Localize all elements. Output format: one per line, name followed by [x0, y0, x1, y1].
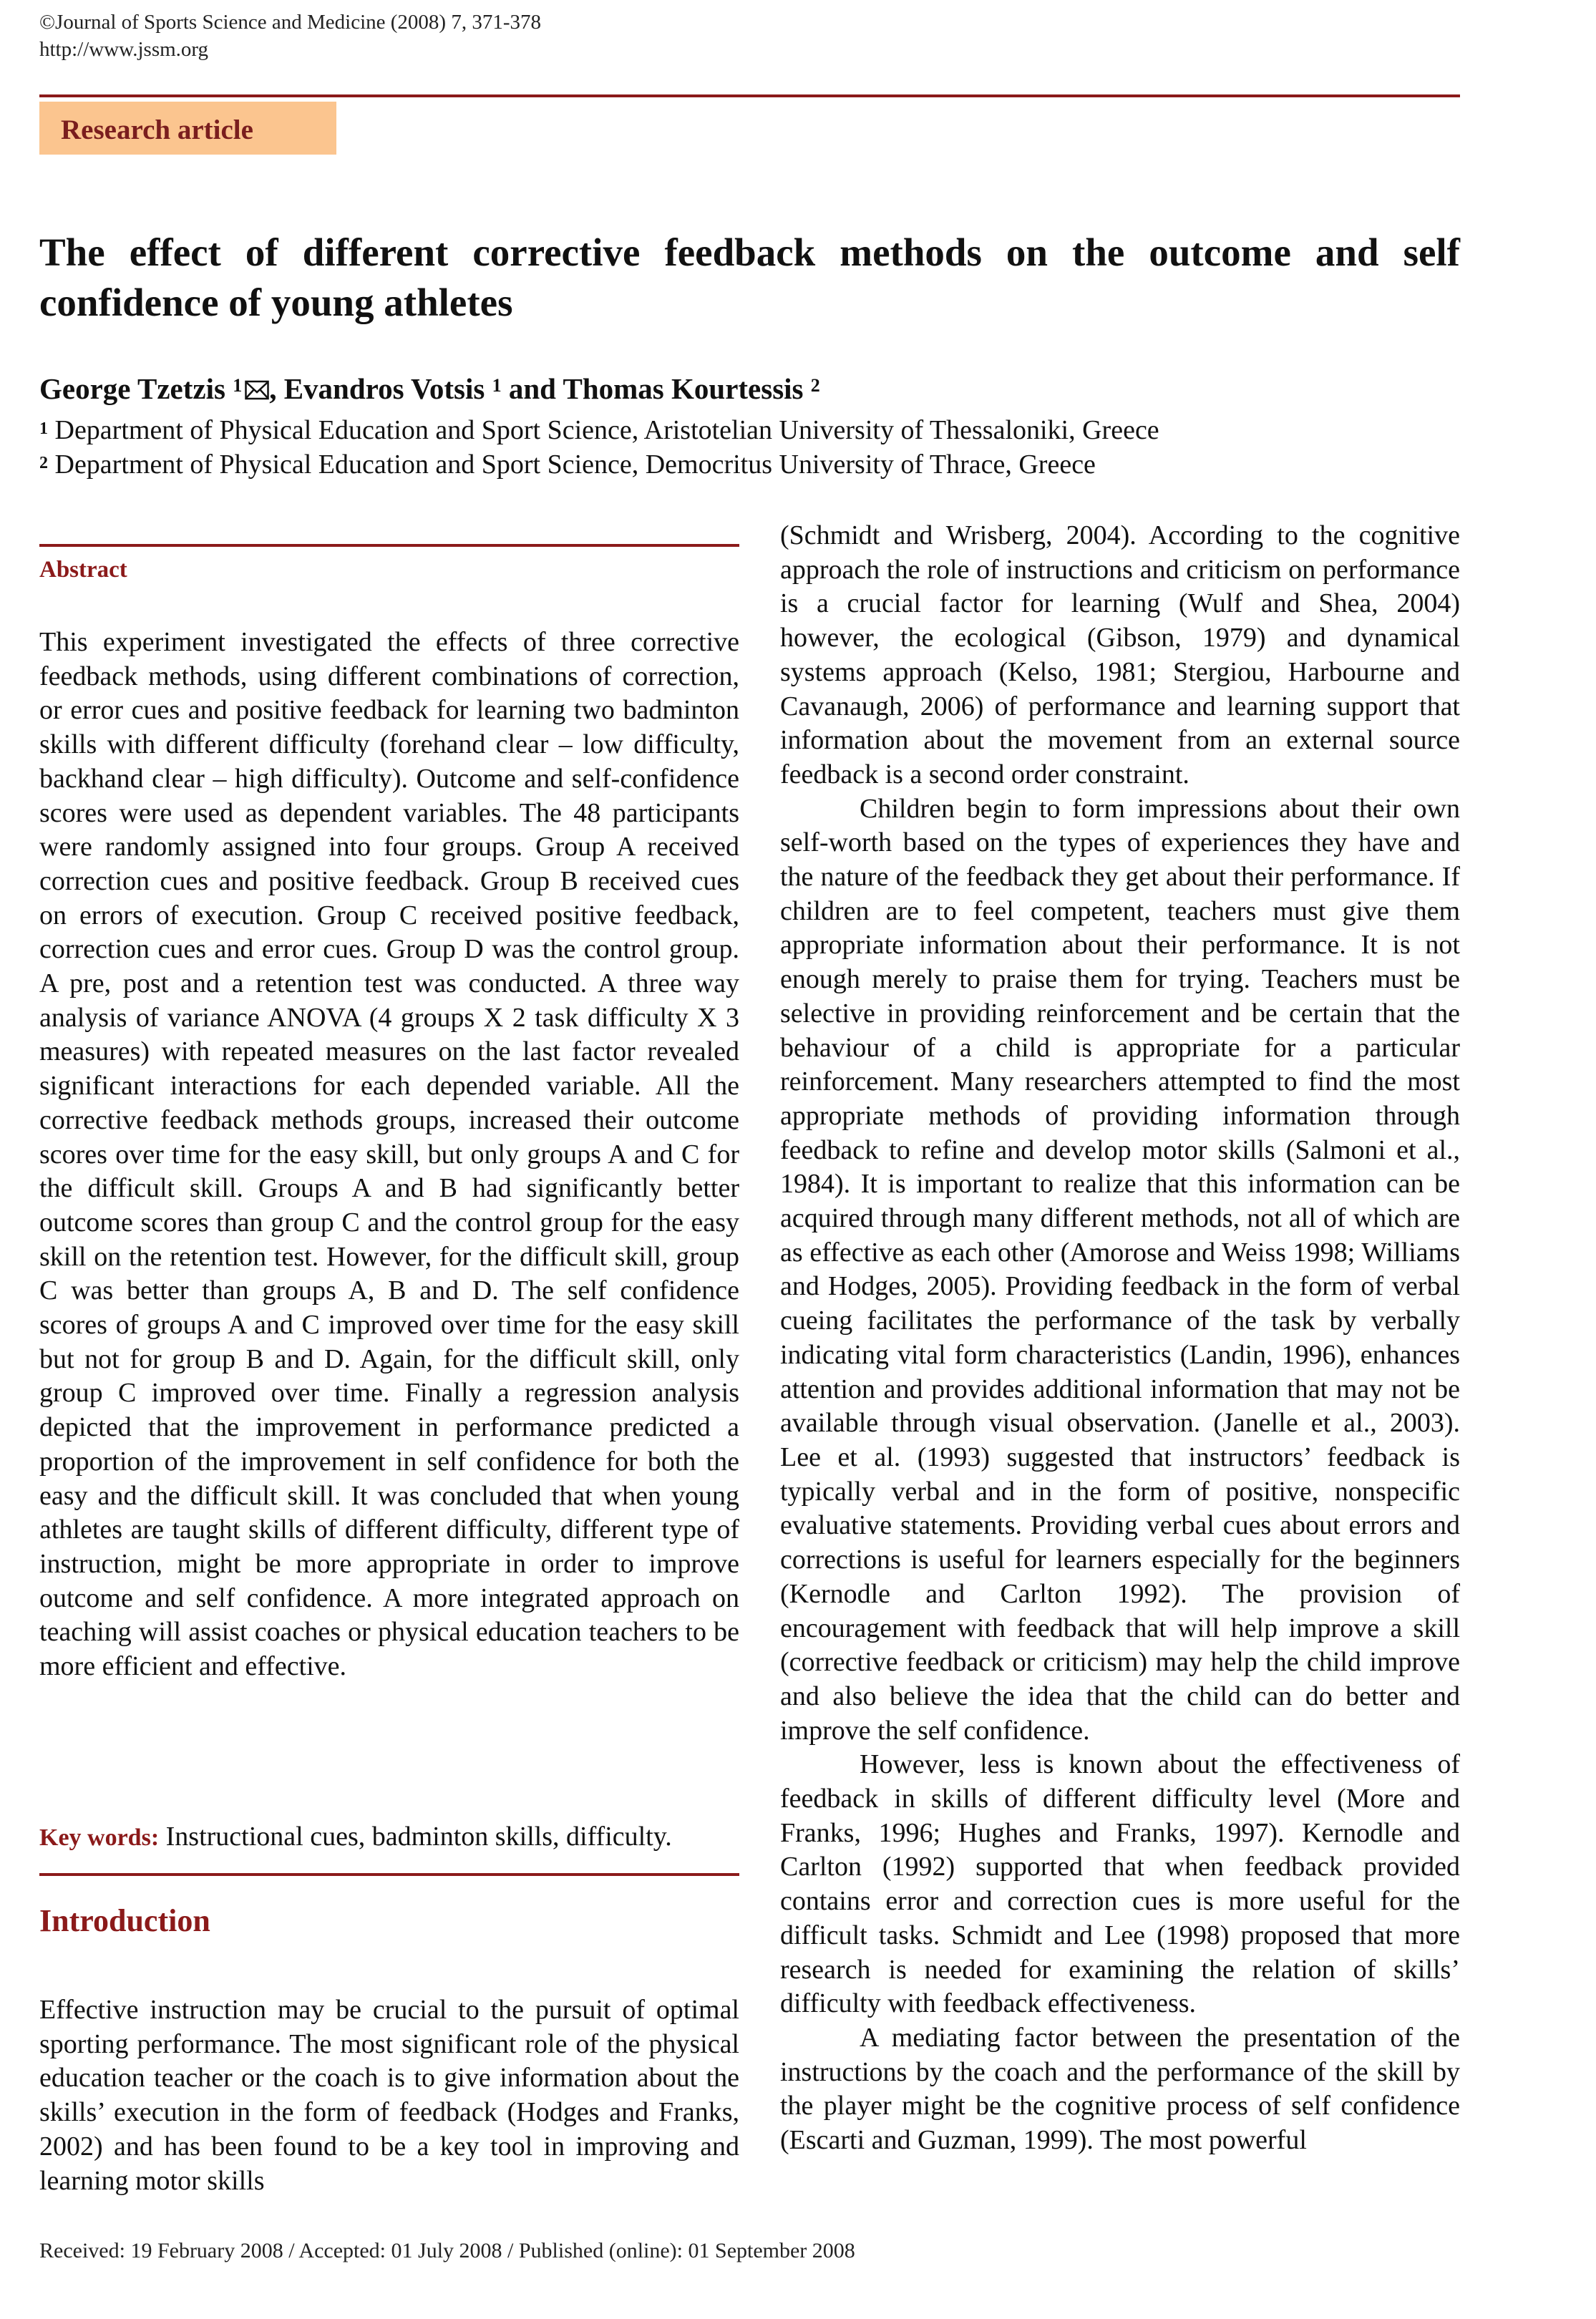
affiliation-number: 2 [39, 454, 48, 472]
envelope-icon[interactable] [245, 379, 269, 401]
header-divider [39, 94, 1460, 97]
journal-url[interactable]: http://www.jssm.org [39, 38, 209, 61]
article-type-label: Research article [61, 115, 253, 145]
article-type-badge [39, 102, 336, 155]
author-name: George Tzetzis [39, 372, 233, 405]
article-title: The effect of different corrective feedback methods on the outcome and self confidence of young athletes [39, 230, 1460, 324]
paragraph: Children begin to form impressions about their own self-worth based on the types of experiences they have and the nature of the feedback they get about their performance. If children are to feel competent, teachers must give them appropriate information about their performance. It is not enough merely to praise them for trying. Teachers must be selective in providing reinforcement and be certain that the behaviour of a child is appropriate for a particular reinforcement. Many researchers attempted to find the most appropriate methods of providing information through feedback to refine and develop motor skills (Salmoni et al., 1984). It is important to realize that this information can be acquired through many different methods, not all of which are as effective as each other (Amorose and Weiss 1998; Williams and Hodges, 2005). Providing feedback in the form of verbal cueing facilitates the performance of the task by verbally indicating vital form characteristics (Landin, 1996), enhances attention and provides additional information that may not be available through visual observation. (Janelle et al., 2003). Lee et al. (1993) suggested that instructors’ feedback is typically verbal and in the form of positive, nonspecific evaluative statements. Providing verbal cues about errors and corrections is useful for learners especially for the beginners (Kernodle and Carlton 1992). The provision of encouragement with feedback that will help improve a skill (corrective feedback or criticism) may help the child improve and also believe the idea that the child can do better and improve the self confidence. [780, 793, 1460, 1746]
paragraph: However, less is known about the effectiveness of feedback in skills of different difficulty level (More and Franks, 1996; Hughes and Franks, 1997). Kernodle and Carlton (1992) supported that when feedback provided contains error and correction cues is more useful for the difficult tasks. Schmidt and Lee (1998) proposed that more research is needed for examining the relation of skills’ difficulty with feedback effectiveness. [780, 1749, 1460, 2019]
author-affiliation-marker: 1 [233, 375, 243, 396]
author-list [39, 370, 820, 407]
paragraph: (Schmidt and Wrisberg, 2004). According to the cognitive approach the role of instructions and criticism on performance is a crucial factor for learning (Wulf and Shea, 2004) however, the ecological (Gibson, 1979) and dynamical systems approach (Kelso, 1981; Stergiou, Harbourne and Cavanaugh, 2006) of performance and learning support that information about the movement from an external source feedback is a second order constraint. [780, 520, 1460, 789]
keywords-label: Key words: [39, 1824, 160, 1851]
keywords-text: Instructional cues, badminton skills, difficulty. [159, 1822, 672, 1852]
abstract-text: This experiment investigated the effects of three corrective feedback methods, using different combinations of correction, or error cues and positive feedback for learning two badminton skills with different difficulty (forehand clear – low difficulty, backhand clear – high difficulty). Outcome and self-confidence scores were used as dependent variables. The 48 participants were randomly assigned into four groups. Group A received correction cues and positive feedback. Group B received cues on errors of execution. Group C received positive feedback, correction cues and error cues. Group D was the control group. A pre, post and a retention test was conducted. A three way analysis of variance ANOVA (4 groups X 2 task difficulty X 3 measures) with repeated measures on the last factor revealed significant interactions for each depended variable. All the corrective feedback methods groups, increased their outcome scores over time for the easy skill, but only groups A and C for the difficult skill. Groups A and B had significantly better outcome scores than group C and the control group for the easy skill on the retention test. However, for the difficult skill, group C was better than groups A, B and D. The self confidence scores of groups A and C improved over time for the easy skill but not for group B and D. Again, for the difficult skill, only group C improved over time. Finally a regression analysis depicted that the improvement in performance predicted a proportion of the improvement in self confidence for both the easy and the difficult skill. It was concluded that when young athletes are taught skills of different difficulty, different type of instruction, might be more appropriate in order to improve outcome and self confidence. A more integrated approach on teaching will assist coaches or physical education teachers to be more efficient and effective. [39, 627, 739, 1682]
affiliation [39, 448, 1096, 481]
author-affiliation-marker: 1 [492, 375, 502, 396]
author-affiliation-marker: 2 [810, 375, 820, 396]
affiliation-text: Department of Physical Education and Sport Science, Democritus University of Thrace, Greece [54, 449, 1096, 480]
introduction-heading: Introduction [39, 1903, 210, 1938]
abstract-heading: Abstract [39, 557, 127, 583]
author-name: and Thomas Kourtessis [501, 372, 811, 405]
publication-dates: Received: 19 February 2008 / Accepted: 01 July 2008 / Published (online): 01 September 2008 [39, 2239, 855, 2262]
journal-citation: ©Journal of Sports Science and Medicine (2008) 7, 371-378 [39, 11, 541, 34]
introduction-text: Effective instruction may be crucial to the pursuit of optimal sporting performance. The most significant role of the physical education teacher or the coach is to give information about the skills’ execution in the form of feedback (Hodges and Franks, 2002) and has been found to be a key tool in improving and learning motor skills [39, 1995, 739, 2196]
paragraph: A mediating factor between the presentation of the instructions by the coach and the performance of the skill by the player might be the cognitive process of self confidence (Escarti and Guzman, 1999). The most powerful [780, 2022, 1460, 2156]
author-name: , Evandros Votsis [269, 372, 492, 405]
affiliation [39, 414, 1159, 447]
abstract-top-divider [39, 544, 739, 547]
affiliation-number: 1 [39, 419, 48, 438]
right-column [780, 519, 1460, 2158]
affiliation-text: Department of Physical Education and Sport Science, Aristotelian University of Thessaloniki, Greece [54, 415, 1159, 445]
abstract-bottom-divider [39, 1873, 739, 1876]
keywords [39, 1819, 748, 1855]
